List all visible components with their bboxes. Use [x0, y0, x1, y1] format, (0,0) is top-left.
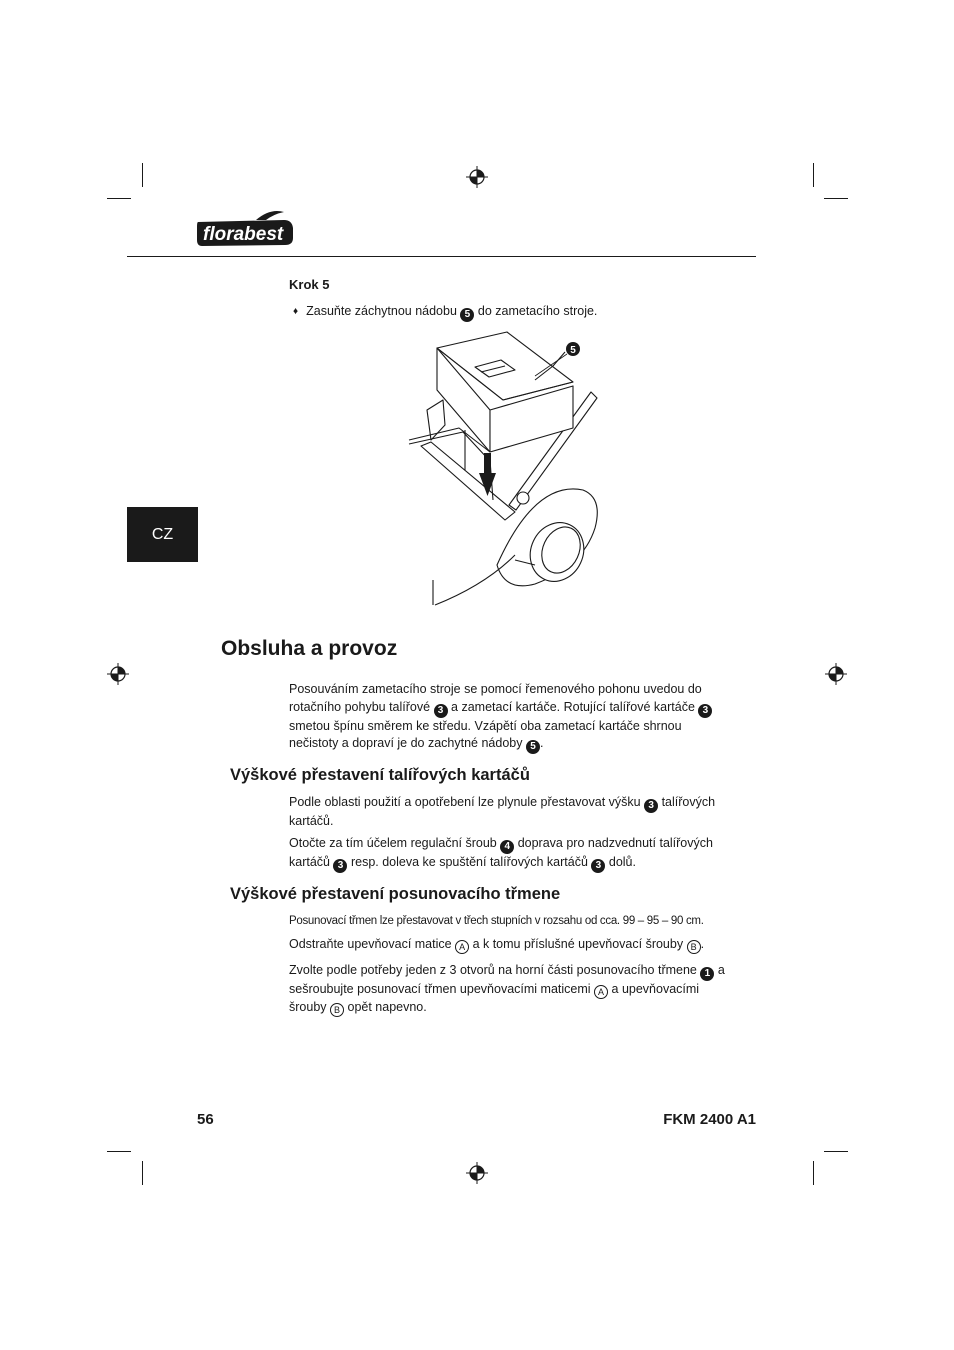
handle-height-paragraph-3: Zvolte podle potřeby jeden z 3 otvorů na horní části posunovacího třmene 1 a sešroubujte posunovací třmen upevňovacími maticemi A a upevňovacími šrouby B opět napevno. [289, 963, 725, 1015]
registration-mark-icon [825, 663, 847, 685]
ref-letter: A [594, 985, 608, 999]
ref-number: 5 [460, 308, 474, 322]
model-number: FKM 2400 A1 [663, 1111, 756, 1128]
ref-number: 3 [333, 859, 347, 873]
ref-number: 3 [591, 859, 605, 873]
section-title-handle-height: Výškové přestavení posunovacího třmene [230, 885, 561, 903]
brush-height-paragraph-1: Podle oblasti použití a opotřebení lze plynule přestavovat výšku 3 talířových kartáčů. [289, 795, 716, 828]
florabest-logo [196, 210, 296, 248]
ref-number: 1 [700, 967, 714, 981]
ref-letter: B [687, 940, 701, 954]
ref-number: 3 [698, 704, 712, 718]
step-instruction: ♦ Zasuňte záchytnou nádobu 5 do zametacího stroje. [293, 304, 598, 320]
svg-text:florabest: florabest [203, 224, 284, 245]
ref-number: 3 [644, 799, 658, 813]
crop-mark [813, 1161, 814, 1185]
handle-height-paragraph-2: Odstraňte upevňovací matice A a k tomu příslušné upevňovací šrouby B . [289, 937, 705, 952]
page-number: 56 [197, 1111, 214, 1128]
crop-mark [824, 1151, 848, 1152]
ref-number: 4 [500, 840, 514, 854]
crop-mark [107, 198, 131, 199]
registration-mark-icon [107, 663, 129, 685]
section-title-brush-height: Výškové přestavení talířových kartáčů [230, 766, 530, 784]
figure-callout-label: 5 [570, 345, 576, 356]
registration-mark-icon [466, 1162, 488, 1184]
handle-height-paragraph-1: Posunovací třmen lze přestavovat v třech stupních v rozsahu od cca. 99 – 95 – 90 cm. [289, 915, 704, 927]
language-tab [127, 507, 198, 562]
registration-mark-icon [466, 166, 488, 188]
crop-mark [142, 163, 143, 187]
crop-mark [107, 1151, 131, 1152]
crop-mark [813, 163, 814, 187]
header-rule [127, 256, 756, 257]
ref-number: 3 [434, 704, 448, 718]
step-title: Krok 5 [289, 277, 330, 292]
diamond-bullet-icon: ♦ [293, 306, 299, 317]
crop-mark [824, 198, 848, 199]
crop-mark [142, 1161, 143, 1185]
language-tab-label: CZ [151, 525, 174, 543]
section-title-operation: Obsluha a provoz [221, 637, 398, 660]
ref-letter: A [455, 940, 469, 954]
brush-height-paragraph-2: Otočte za tím účelem regulační šroub 4 doprava pro nadzvednutí talířových kartáčů 3 resp. doleva ke spuštění talířových kartáčů 3 dolů. [289, 836, 713, 871]
ref-number: 5 [526, 740, 540, 754]
sweeper-illustration [405, 330, 605, 610]
ref-letter: B [330, 1003, 344, 1017]
operation-paragraph: Posouváním zametacího stroje se pomocí řemenového pohonu uvedou do rotačního pohybu talířové 3 a zametací kartáče. Rotující talířové kartáče 3 smetou špínu směrem ke středu. Vzápětí oba zametací kartáče shrnou nečistoty a dopraví je do zachytné nádoby 5 . [289, 681, 734, 754]
